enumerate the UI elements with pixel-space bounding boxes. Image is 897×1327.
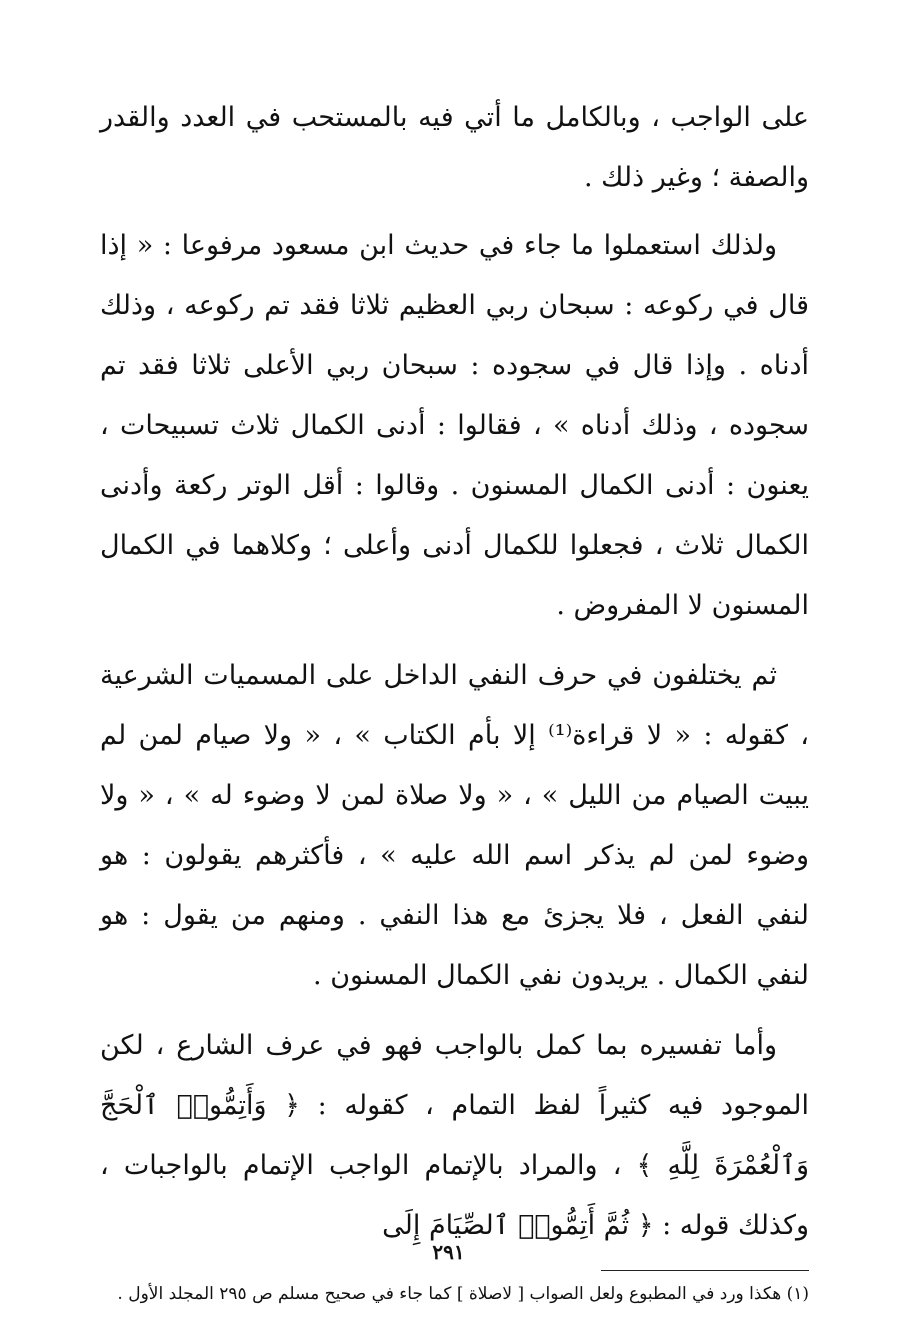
paragraph-4: وأما تفسيره بما كمل بالواجب فهو في عرف الشارع ، لكن الموجود فيه كثيراً لفظ التمام ، كقوله : ﴿ وَأَتِمُّوا۟ ٱلْحَجَّ وَٱلْعُمْرَةَ لِلَّهِ ﴾ ، والمراد بالإتمام الواجب الإتمام بالواجبات ، وكذلك قوله : ﴿ ثُمَّ أَتِمُّوا۟ ٱلصِّيَامَ إِلَى: [100, 1030, 809, 1241]
paragraph-3: ثم يختلفون في حرف النفي الداخل على المسميات الشرعية ، كقوله : « لا قراءة⁽¹⁾ إلا بأم الكتاب » ، « ولا صيام لمن لم يبيت الصيام من الليل » ، « ولا صلاة لمن لا وضوء له » ، « ولا وضوء لمن لم يذكر اسم الله عليه » ، فأكثرهم يقولون : هو لنفي الفعل ، فلا يجزئ مع هذا النفي . ومنهم من يقول : هو لنفي الكمال . يريدون نفي الكمال المسنون .: [100, 660, 809, 991]
page-number: ٢٩١: [432, 1240, 465, 1264]
footnote: (١) هكذا ورد في المطبوع ولعل الصواب [ لاصلاة ] كما جاء في صحيح مسلم ص ٢٩٥ المجلد الأول .: [117, 1284, 809, 1304]
footnote-divider: [601, 1270, 809, 1271]
paragraph-1: على الواجب ، وبالكامل ما أتي فيه بالمستحب في العدد والقدر والصفة ؛ وغير ذلك .: [100, 102, 809, 193]
paragraph-2: ولذلك استعملوا ما جاء في حديث ابن مسعود مرفوعا : « إذا قال في ركوعه : سبحان ربي العظيم ثلاثا فقد تم ركوعه ، وذلك أدناه . وإذا قال في سجوده : سبحان ربي الأعلى ثلاثا فقد تم سجوده ، وذلك أدناه » ، فقالوا : أدنى الكمال ثلاث تسبيحات ، يعنون : أدنى الكمال المسنون . وقالوا : أقل الوتر ركعة وأدنى الكمال ثلاث ، فجعلوا للكمال أدنى وأعلى ؛ وكلاهما في الكمال المسنون لا المفروض .: [100, 230, 809, 621]
